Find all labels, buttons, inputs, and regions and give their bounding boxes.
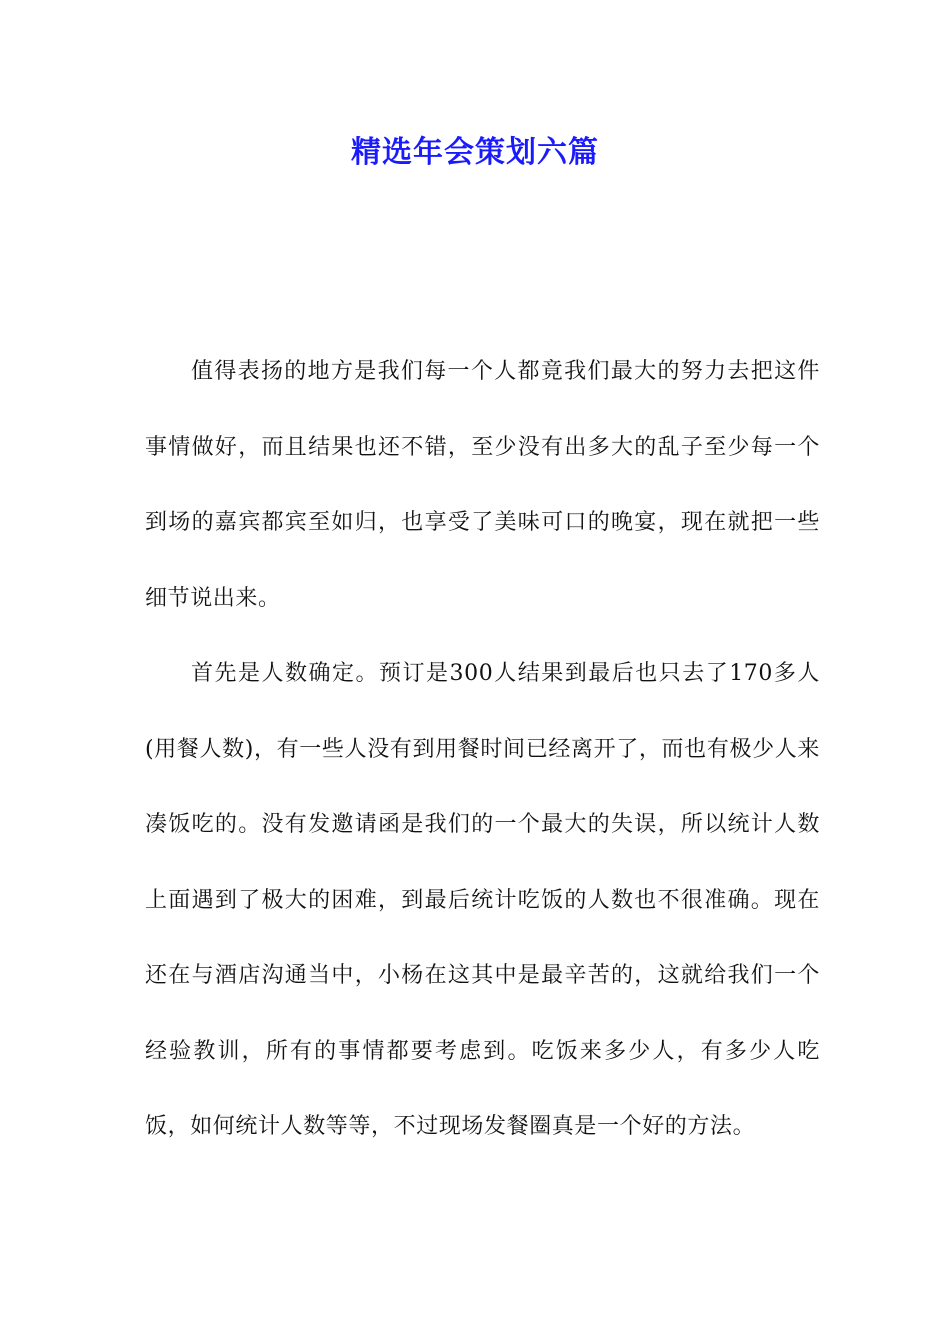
- paragraph-2: 首先是人数确定。预订是300人结果到最后也只去了170多人(用餐人数)，有一些人没有到用餐时间已经离开了，而也有极少人来凑饭吃的。没有发邀请函是我们的一个最大的失误，所以统计人数上面遇到了极大的困难，到最后统计吃饭的人数也不很准确。现在还在与酒店沟通当中，小杨在这其中是最辛苦的，这就给我们一个经验教训，所有的事情都要考虑到。吃饭来多少人，有多少人吃饭，如何统计人数等等，不过现场发餐圈真是一个好的方法。: [145, 661, 820, 1139]
- document-title: 精选年会策划六篇: [351, 135, 599, 170]
- document-body: [145, 334, 820, 1165]
- paragraph-1: 值得表扬的地方是我们每一个人都竟我们最大的努力去把这件事情做好，而且结果也还不错，至少没有出多大的乱子至少每一个到场的嘉宾都宾至如归，也享受了美味可口的晚宴，现在就把一些细节说出来。: [145, 359, 820, 611]
